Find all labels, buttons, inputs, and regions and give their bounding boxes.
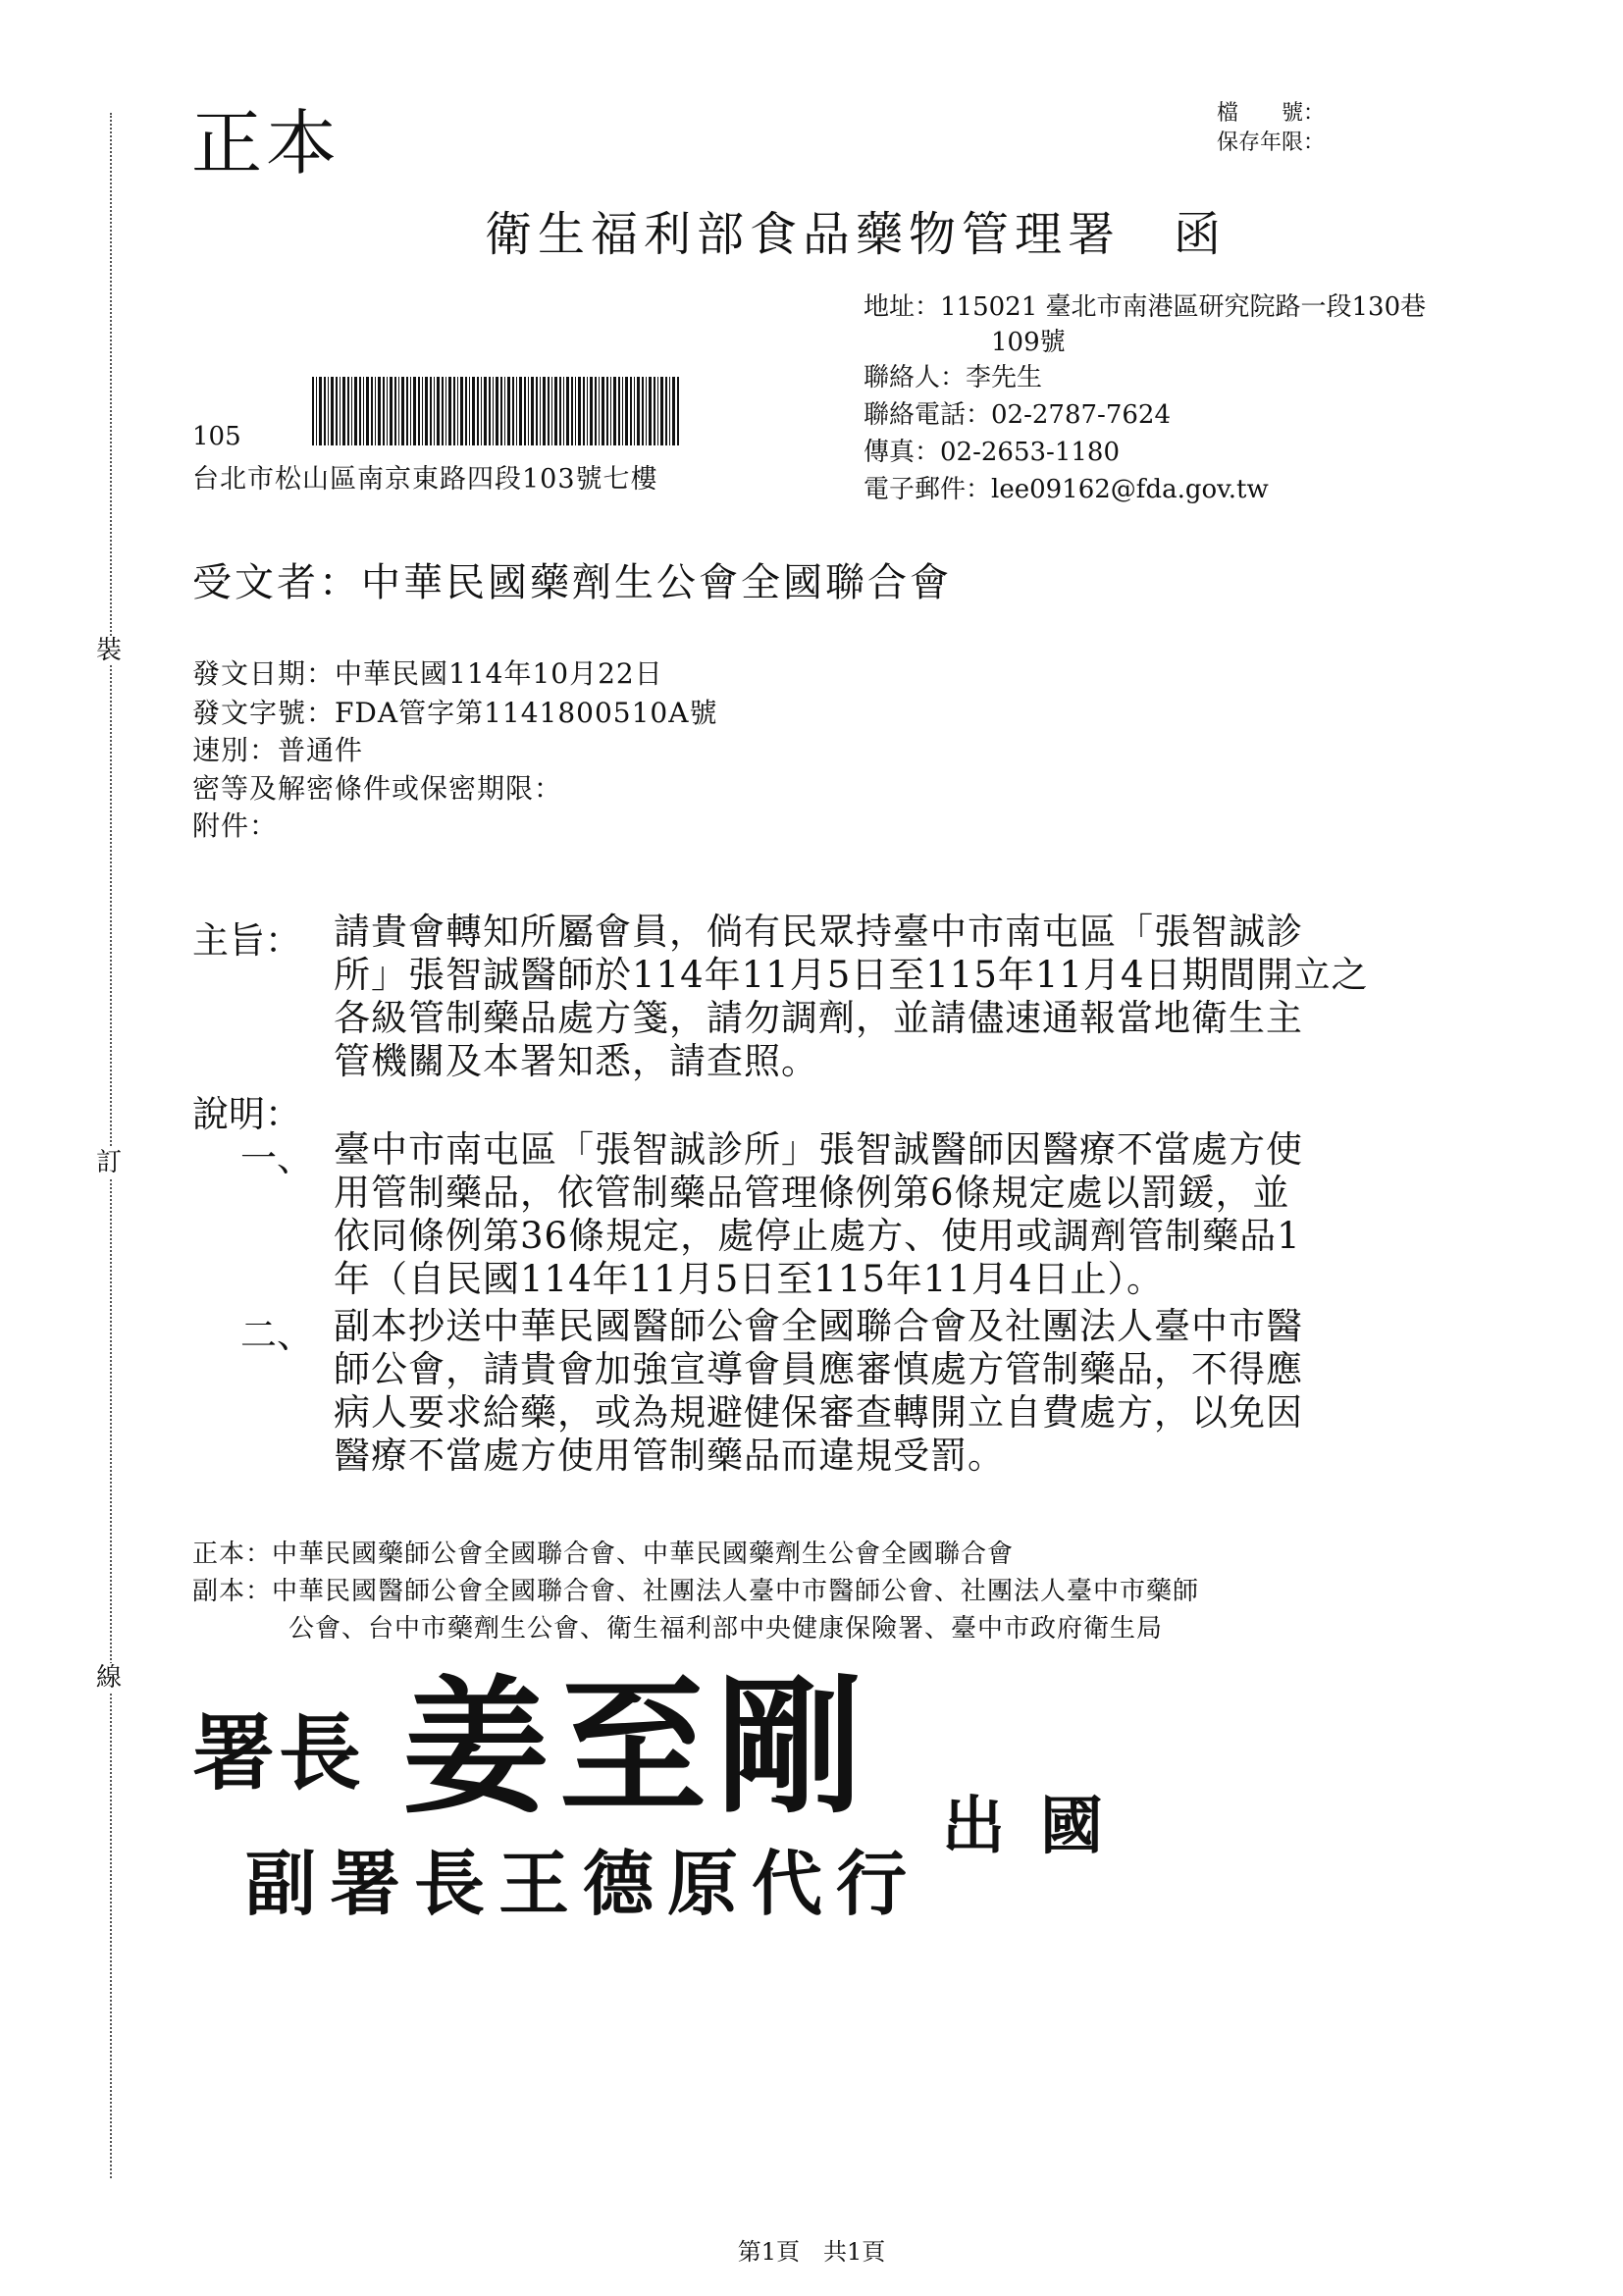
subject-body: [334, 911, 1472, 1083]
explanation-line: 病人要求給藥，或為規避健保審查轉開立自費處方，以免因: [334, 1391, 1303, 1434]
explanation-line: 師公會，請貴會加強宣導會員應審慎處方管制藥品，不得應: [334, 1348, 1303, 1390]
page-number: 第1頁 共1頁: [737, 2238, 886, 2266]
document-number: 發文字號：FDA管字第1141800510A號: [192, 697, 718, 729]
contact-email: 電子郵件：lee09162@fda.gov.tw: [864, 475, 1269, 504]
contact-phone: 聯絡電話：02-2787-7624: [864, 400, 1171, 430]
recipient: 受文者：中華民國藥劑生公會全國聯合會: [192, 560, 952, 605]
signature-abroad-note: 出國: [942, 1790, 1138, 1863]
distribution-copy-cont: 公會、台中市藥劑生公會、衛生福利部中央健康保險署、臺中市政府衛生局: [288, 1614, 1164, 1644]
explanation-item-1: [334, 1128, 1472, 1301]
signature-deputy: 副署長王德原代行: [245, 1842, 921, 1925]
explanation-line: 依同條例第36條規定，處停止處方、使用或調劑管制藥品1: [334, 1215, 1301, 1257]
file-number-label: 檔 號：: [1217, 101, 1326, 126]
postal-code: 105: [192, 422, 241, 451]
attachment-label: 附件：: [192, 809, 279, 842]
binding-mark-bottom: 線: [96, 1663, 123, 1693]
binding-dotted-line: [110, 113, 112, 2178]
contact-address-line2: 109號: [991, 328, 1066, 357]
copy-type-label: 正本: [191, 102, 341, 184]
retention-label: 保存年限：: [1217, 130, 1326, 155]
contact-fax: 傳真：02-2653-1180: [864, 438, 1120, 467]
secrecy-level: 密等及解密條件或保密期限：: [192, 772, 563, 805]
explanation-line: 年（自民國114年11月5日至115年11月4日止）。: [334, 1258, 1164, 1300]
issue-date: 發文日期：中華民國114年10月22日: [192, 657, 663, 690]
explanation-line: 醫療不當處方使用管制藥品而違規受罰。: [334, 1435, 1005, 1477]
contact-person: 聯絡人：李先生: [864, 363, 1043, 392]
explanation-item-number: 二、: [240, 1314, 313, 1356]
explanation-label: 說明：: [192, 1093, 301, 1135]
subject-line: 所」張智誠醫師於114年11月5日至115年11月4日期間開立之: [334, 954, 1369, 996]
postal-barcode: [312, 377, 680, 445]
subject-line: 請貴會轉知所屬會員，倘有民眾持臺中市南屯區「張智誠診: [334, 911, 1303, 953]
explanation-line: 用管制藥品，依管制藥品管理條例第6條規定處以罰鍰，並: [334, 1172, 1290, 1214]
subject-label: 主旨：: [192, 919, 301, 962]
explanation-line: 臺中市南屯區「張智誠診所」張智誠醫師因醫療不當處方使: [334, 1128, 1303, 1171]
explanation-line: 副本抄送中華民國醫師公會全國聯合會及社團法人臺中市醫: [334, 1305, 1303, 1347]
distribution-original: 正本：中華民國藥師公會全國聯合會、中華民國藥劑生公會全國聯合會: [192, 1539, 1015, 1569]
explanation-item-2: [334, 1305, 1472, 1478]
subject-line: 各級管制藥品處方箋，請勿調劑，並請儘速通報當地衛生主: [334, 997, 1303, 1039]
contact-address-line1: 地址：115021 臺北市南港區研究院路一段130巷: [864, 292, 1427, 322]
mailing-address: 台北市松山區南京東路四段103號七樓: [192, 464, 658, 495]
binding-mark-middle: 訂: [96, 1148, 123, 1177]
subject-line: 管機關及本署知悉，請查照。: [334, 1040, 818, 1082]
delivery-speed: 速別：普通件: [192, 734, 364, 766]
explanation-item-number: 一、: [240, 1137, 313, 1179]
signature-title: 署長: [192, 1704, 366, 1801]
signature-name: 姜至剛: [402, 1661, 874, 1834]
agency-title: 衛生福利部食品藥物管理署 函: [484, 207, 1227, 262]
binding-mark-top: 裝: [96, 636, 123, 665]
distribution-copy: 副本：中華民國醫師公會全國聯合會、社團法人臺中市醫師公會、社團法人臺中市藥師: [192, 1577, 1200, 1606]
